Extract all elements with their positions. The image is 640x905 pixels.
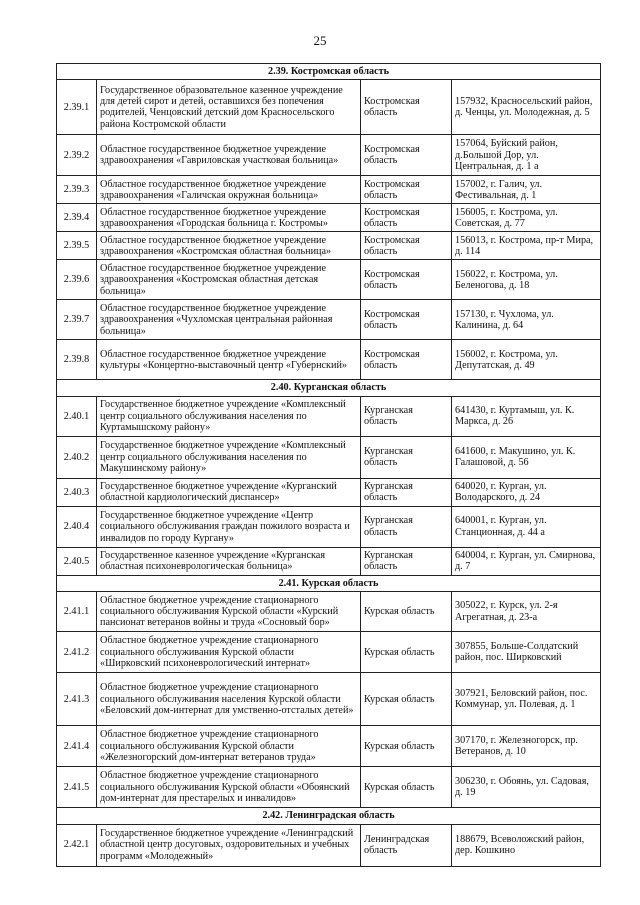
region: Курская область <box>361 673 452 726</box>
table-row <box>57 204 601 232</box>
address: 156013, г. Кострома, пр-т Мира, д. 114 <box>452 232 601 260</box>
region: Курская область <box>361 632 452 673</box>
region: Курганская область <box>361 396 452 436</box>
table-row <box>57 632 601 673</box>
institution-name: Государственное бюджетное учреждение «Ленинградский областной центр досуговых, оздоровительных и учебных программ «Молодежный» <box>97 824 361 866</box>
institution-name: Областное государственное бюджетное учреждение здравоохранения «Костромская областная больница» <box>97 232 361 260</box>
row-number: 2.41.5 <box>57 767 97 808</box>
institution-name: Областное государственное бюджетное учреждение здравоохранения «Галичская окружная больница» <box>97 176 361 204</box>
section-header-row <box>57 64 601 80</box>
address: 641600, г. Макушино, ул. К. Галашовой, д. 56 <box>452 436 601 478</box>
row-number: 2.40.2 <box>57 436 97 478</box>
page-number: 25 <box>313 33 327 48</box>
section-title: 2.40. Курганская область <box>57 380 601 396</box>
section-header-row <box>57 575 601 591</box>
institution-name: Государственное бюджетное учреждение «Комплексный центр социального обслуживания населения по Куртамышскому району» <box>97 396 361 436</box>
section-title: 2.39. Костромская область <box>57 64 601 80</box>
institution-name: Областное бюджетное учреждение стационарного социального обслуживания Курской области «Ширковский психоневрологический интернат» <box>97 632 361 673</box>
address: 156005, г. Кострома, ул. Советская, д. 77 <box>452 204 601 232</box>
address: 157932, Красносельский район, д. Ченцы, ул. Молодежная, д. 5 <box>452 80 601 135</box>
address: 156002, г. Кострома, ул. Депутатская, д. 49 <box>452 340 601 380</box>
institutions-table <box>56 63 601 867</box>
region: Костромская область <box>361 80 452 135</box>
institution-name: Государственное бюджетное учреждение «Комплексный центр социального обслуживания населения по Макушинскому району» <box>97 436 361 478</box>
row-number: 2.39.1 <box>57 80 97 135</box>
region: Костромская область <box>361 232 452 260</box>
region: Костромская область <box>361 260 452 300</box>
row-number: 2.39.7 <box>57 300 97 340</box>
table-row <box>57 300 601 340</box>
region: Курганская область <box>361 506 452 547</box>
institution-name: Государственное образовательное казенное учреждение для детей сирот и детей, оставшихся без попечения родителей, Ченцовский детский дом Красносельского района Костромской области <box>97 80 361 135</box>
table-row <box>57 592 601 632</box>
table-row <box>57 506 601 547</box>
institution-name: Областное бюджетное учреждение стационарного социального обслуживания Курской области «Обоянский дом-интернат для престарелых и инвалидов» <box>97 767 361 808</box>
table-row <box>57 547 601 575</box>
table-row <box>57 436 601 478</box>
address: 157064, Буйский район, д.Большой Дор, ул. Центральная, д. 1 а <box>452 135 601 176</box>
section-title: 2.41. Курская область <box>57 575 601 591</box>
row-number: 2.40.5 <box>57 547 97 575</box>
institution-name: Областное государственное бюджетное учреждение здравоохранения «Городская больница г. Костромы» <box>97 204 361 232</box>
region: Костромская область <box>361 300 452 340</box>
institution-name: Областное бюджетное учреждение стационарного социального обслуживания Курской области «Курский пансионат ветеранов войны и труда «Сосновый бор» <box>97 592 361 632</box>
institution-name: Государственное бюджетное учреждение «Курганский областной кардиологический диспансер» <box>97 478 361 506</box>
region: Ленинградская область <box>361 824 452 866</box>
row-number: 2.41.1 <box>57 592 97 632</box>
row-number: 2.39.2 <box>57 135 97 176</box>
region: Костромская область <box>361 135 452 176</box>
address: 307170, г. Железногорск, пр. Ветеранов, д. 10 <box>452 726 601 767</box>
address: 640020, г. Курган, ул. Володарского, д. 24 <box>452 478 601 506</box>
table-row <box>57 260 601 300</box>
address: 640004, г. Курган, ул. Смирнова, д. 7 <box>452 547 601 575</box>
institution-name: Областное бюджетное учреждение стационарного социального обслуживания населения Курской области «Беловский дом-интернат для умственно-отсталых детей» <box>97 673 361 726</box>
row-number: 2.40.3 <box>57 478 97 506</box>
section-header-row <box>57 808 601 824</box>
section-title: 2.42. Ленинградская область <box>57 808 601 824</box>
row-number: 2.41.4 <box>57 726 97 767</box>
address: 306230, г. Обоянь, ул. Садовая, д. 19 <box>452 767 601 808</box>
table-row <box>57 340 601 380</box>
region: Костромская область <box>361 204 452 232</box>
row-number: 2.39.6 <box>57 260 97 300</box>
table-row <box>57 176 601 204</box>
row-number: 2.40.4 <box>57 506 97 547</box>
address: 188679, Всеволожский район, дер. Кошкино <box>452 824 601 866</box>
address: 307921, Беловский район, пос. Коммунар, ул. Полевая, д. 1 <box>452 673 601 726</box>
table-row <box>57 135 601 176</box>
table-row <box>57 80 601 135</box>
address: 640001, г. Курган, ул. Станционная, д. 44 а <box>452 506 601 547</box>
region: Курская область <box>361 767 452 808</box>
table-row <box>57 673 601 726</box>
institution-name: Областное государственное бюджетное учреждение здравоохранения «Костромская областная детская больница» <box>97 260 361 300</box>
table-row <box>57 232 601 260</box>
section-header-row <box>57 380 601 396</box>
region: Курская область <box>361 726 452 767</box>
institution-name: Государственное бюджетное учреждение «Центр социального обслуживания граждан пожилого возраста и инвалидов по городу Кургану» <box>97 506 361 547</box>
address: 305022, г. Курск, ул. 2-я Агрегатная, д. 23-а <box>452 592 601 632</box>
institution-name: Областное государственное бюджетное учреждение здравоохранения «Гавриловская участковая больница» <box>97 135 361 176</box>
address: 157130, г. Чухлома, ул. Калинина, д. 64 <box>452 300 601 340</box>
address: 641430, г. Куртамыш, ул. К. Маркса, д. 26 <box>452 396 601 436</box>
row-number: 2.39.3 <box>57 176 97 204</box>
region: Костромская область <box>361 176 452 204</box>
region: Курганская область <box>361 478 452 506</box>
table-row <box>57 478 601 506</box>
region: Курганская область <box>361 547 452 575</box>
row-number: 2.39.8 <box>57 340 97 380</box>
table-row <box>57 726 601 767</box>
region: Курская область <box>361 592 452 632</box>
institution-name: Государственное казенное учреждение «Курганская областная психоневрологическая больница» <box>97 547 361 575</box>
table-row <box>57 767 601 808</box>
institution-name: Областное государственное бюджетное учреждение здравоохранения «Чухломская центральная районная больница» <box>97 300 361 340</box>
row-number: 2.42.1 <box>57 824 97 866</box>
region: Курганская область <box>361 436 452 478</box>
row-number: 2.39.4 <box>57 204 97 232</box>
institution-name: Областное государственное бюджетное учреждение культуры «Концертно-выставочный центр «Губернский» <box>97 340 361 380</box>
address: 157002, г. Галич, ул. Фестивальная, д. 1 <box>452 176 601 204</box>
row-number: 2.39.5 <box>57 232 97 260</box>
region: Костромская область <box>361 340 452 380</box>
table-row <box>57 396 601 436</box>
row-number: 2.41.3 <box>57 673 97 726</box>
row-number: 2.41.2 <box>57 632 97 673</box>
row-number: 2.40.1 <box>57 396 97 436</box>
address: 156022, г. Кострома, ул. Беленогова, д. 18 <box>452 260 601 300</box>
address: 307855, Больше-Солдатский район, пос. Ширковский <box>452 632 601 673</box>
institution-name: Областное бюджетное учреждение стационарного социального обслуживания Курской области «Железногорский дом-интернат ветеранов труда» <box>97 726 361 767</box>
table-row <box>57 824 601 866</box>
